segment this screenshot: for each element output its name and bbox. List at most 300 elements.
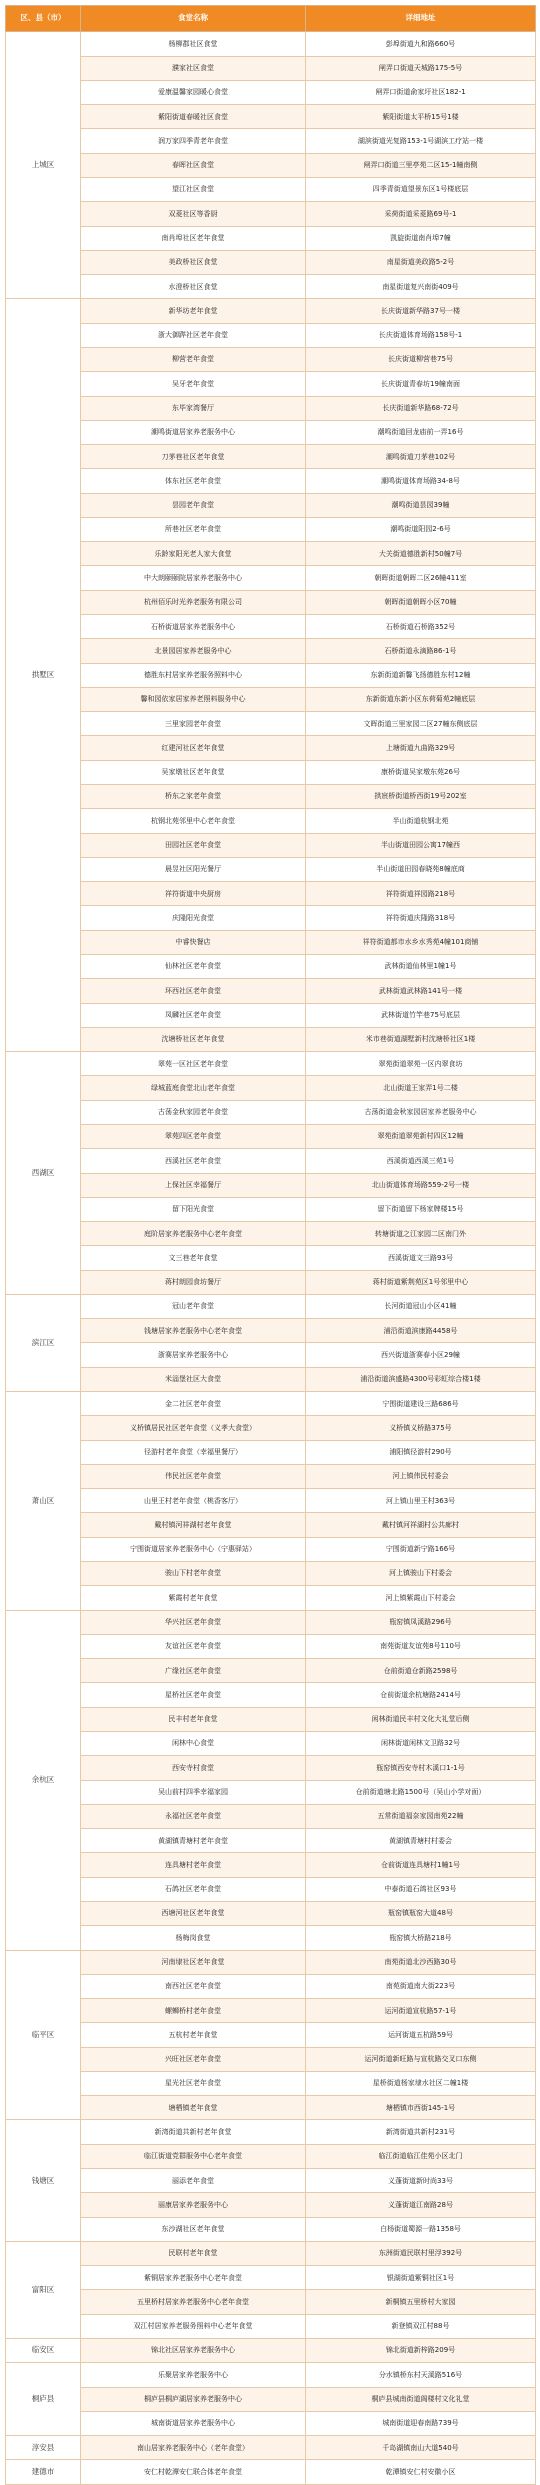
address-cell: 银湖街道紫铜社区1号 [306, 2266, 536, 2290]
canteen-name-cell: 沈塘桥社区老年食堂 [81, 1027, 306, 1051]
address-cell: 蒋村街道紫荆苑区1号邻里中心 [306, 1270, 536, 1294]
table-row [6, 2217, 536, 2241]
table-row [6, 1756, 536, 1780]
address-cell: 千岛湖镇南山大道540号 [306, 2436, 536, 2460]
district-cell: 临平区 [6, 1950, 81, 2120]
canteen-name-cell: 石桥街道居家养老服务中心 [81, 615, 306, 639]
address-cell: 运河街道宣杭路57-1号 [306, 1999, 536, 2023]
canteen-name-cell: 河南埭社区老年食堂 [81, 1950, 306, 1974]
address-cell: 闸弄口街道俞家圩社区182-1 [306, 80, 536, 104]
address-cell: 祥符街道祥园路218号 [306, 882, 536, 906]
district-cell: 钱塘区 [6, 2120, 81, 2241]
address-cell: 半山街道田园春晓苑8幢底商 [306, 857, 536, 881]
district-cell: 上城区 [6, 32, 81, 299]
canteen-name-cell: 南西社区老年食堂 [81, 1974, 306, 1998]
address-cell: 运河街道新旺路与宣杭路交叉口东侧 [306, 2047, 536, 2071]
canteen-name-cell: 丽添老年食堂 [81, 2169, 306, 2193]
address-cell: 潮鸣街道回龙庙前一弄16号 [306, 420, 536, 444]
canteen-name-cell: 锦北社区居家养老服务中心 [81, 2339, 306, 2363]
canteen-name-cell: 绿城蓝庭食堂北山老年食堂 [81, 1076, 306, 1100]
table-row [6, 687, 536, 711]
canteen-name-cell: 五杭村老年食堂 [81, 2023, 306, 2047]
district-cell: 桐庐县 [6, 2363, 81, 2436]
table-row [6, 2071, 536, 2095]
table-row [6, 1124, 536, 1148]
canteen-name-cell: 晨昱社区阳光餐厅 [81, 857, 306, 881]
table-row [6, 1586, 536, 1610]
address-cell: 彭埠街道九和路660号 [306, 32, 536, 56]
table-row [6, 202, 536, 226]
address-cell: 转塘街道之江家园二区南门外 [306, 1222, 536, 1246]
canteen-name-cell: 中睿快餐店 [81, 930, 306, 954]
address-cell: 白杨街道蜀源一路1358号 [306, 2217, 536, 2241]
address-cell: 瓶窑镇凤溪路296号 [306, 1610, 536, 1634]
canteen-name-cell: 凤麟社区老年食堂 [81, 1003, 306, 1027]
canteen-name-cell: 乐龄家阳光老人家大食堂 [81, 542, 306, 566]
address-cell: 新湾街道共新村231号 [306, 2120, 536, 2144]
address-cell: 康桥街道吴家墩东苑26号 [306, 760, 536, 784]
table-row [6, 226, 536, 250]
address-cell: 五常街道福奈家园南苑22幢 [306, 1804, 536, 1828]
canteen-name-cell: 德胜东村居家养老服务照料中心 [81, 663, 306, 687]
canteen-name-cell: 民联村老年食堂 [81, 2241, 306, 2265]
canteen-name-cell: 北景园居家养老服务中心 [81, 639, 306, 663]
table-row [6, 590, 536, 614]
canteen-name-cell: 钱塘居家养老服务中心老年食堂 [81, 1319, 306, 1343]
table-row [6, 736, 536, 760]
address-cell: 长庆街道新华路68-72号 [306, 396, 536, 420]
table-row [6, 1246, 536, 1270]
canteen-name-cell: 翠苑一区社区老年食堂 [81, 1052, 306, 1076]
address-cell: 浦沿街道滨盛路4300号彩虹综合楼1楼 [306, 1367, 536, 1391]
canteen-name-cell: 红建河社区老年食堂 [81, 736, 306, 760]
address-cell: 大关街道德胜新村50幢7号 [306, 542, 536, 566]
table-row [6, 1343, 536, 1367]
address-cell: 河上镇骏山下村委会 [306, 1562, 536, 1586]
address-cell: 四季青街道望景东区1号楼底层 [306, 177, 536, 201]
canteen-name-cell: 紫霞村老年食堂 [81, 1586, 306, 1610]
district-cell: 临安区 [6, 2339, 81, 2363]
canteen-name-cell: 永福社区老年食堂 [81, 1804, 306, 1828]
table-row [6, 2363, 536, 2387]
address-cell: 仓前街道仓新路2598号 [306, 1659, 536, 1683]
canteen-name-cell: 文三巷老年食堂 [81, 1246, 306, 1270]
header-address: 详细地址 [306, 6, 536, 32]
canteen-name-cell: 城南街道居家养老服务中心 [81, 2411, 306, 2435]
canteen-name-cell: 金二社区老年食堂 [81, 1392, 306, 1416]
district-cell: 滨江区 [6, 1294, 81, 1391]
table-row [6, 833, 536, 857]
table-row [6, 1950, 536, 1974]
table-row [6, 1489, 536, 1513]
address-cell: 西兴街道浙赛春小区29幢 [306, 1343, 536, 1367]
district-cell: 富阳区 [6, 2241, 81, 2338]
address-cell: 新登镇双江村88号 [306, 2314, 536, 2338]
canteen-name-cell: 冠山老年食堂 [81, 1294, 306, 1318]
table-row [6, 1440, 536, 1464]
canteen-name-cell: 庆隆阳光食堂 [81, 906, 306, 930]
canteen-name-cell: 伟民社区老年食堂 [81, 1464, 306, 1488]
address-cell: 宁围街道新宁路166号 [306, 1537, 536, 1561]
address-cell: 桐庐县城南街道阁楼村文化礼堂 [306, 2387, 536, 2411]
canteen-name-cell: 吴家墩社区老年食堂 [81, 760, 306, 784]
canteen-name-cell: 柳营老年食堂 [81, 347, 306, 371]
table-row [6, 954, 536, 978]
table-row [6, 809, 536, 833]
address-cell: 瓶窑镇西安寺村木溪口1-1号 [306, 1756, 536, 1780]
table-row [6, 2266, 536, 2290]
canteen-name-cell: 山里王村老年食堂（桃香客厅） [81, 1489, 306, 1513]
table-row [6, 323, 536, 347]
address-cell: 宁围街道建设三路686号 [306, 1392, 536, 1416]
table-row [6, 372, 536, 396]
canteen-name-cell: 石鸽社区老年食堂 [81, 1877, 306, 1901]
canteen-name-cell: 安仁村乾潭安仁联合体老年食堂 [81, 2460, 306, 2484]
canteen-name-cell: 翠苑四区老年食堂 [81, 1124, 306, 1148]
table-row [6, 129, 536, 153]
header-district: 区、县（市） [6, 6, 81, 32]
table-row [6, 1610, 536, 1634]
address-cell: 武林街道竹竿巷75号底层 [306, 1003, 536, 1027]
address-cell: 留下街道留下杨家牌楼15号 [306, 1197, 536, 1221]
canteen-name-cell: 三里家园老年食堂 [81, 712, 306, 736]
canteen-name-cell: 刀茅巷社区老年食堂 [81, 445, 306, 469]
address-cell: 闲林街道闲林文卫路32号 [306, 1731, 536, 1755]
address-cell: 戴村镇河祥湖村公共廊村 [306, 1513, 536, 1537]
address-cell: 分水镇桥东村天溪路516号 [306, 2363, 536, 2387]
canteen-name-cell: 友谊社区老年食堂 [81, 1634, 306, 1658]
table-row [6, 1100, 536, 1124]
table-row [6, 250, 536, 274]
address-cell: 义桥镇义桥路375号 [306, 1416, 536, 1440]
table-row [6, 2144, 536, 2168]
table-row [6, 930, 536, 954]
table-row [6, 1513, 536, 1537]
address-cell: 紫阳街道太平桥15号1楼 [306, 105, 536, 129]
table-row [6, 2169, 536, 2193]
address-cell: 闸弄口街道三里亭苑二区15-1幢南侧 [306, 153, 536, 177]
table-row [6, 1562, 536, 1586]
canteen-name-cell: 华兴社区老年食堂 [81, 1610, 306, 1634]
table-row [6, 1926, 536, 1950]
canteen-name-cell: 杨梅岗食堂 [81, 1926, 306, 1950]
address-cell: 仓前街道连具塘村1幢1号 [306, 1853, 536, 1877]
address-cell: 翠苑街道翠苑新村四区12幢 [306, 1124, 536, 1148]
canteen-name-cell: 馨和园依家居家养老照料服务中心 [81, 687, 306, 711]
canteen-name-cell: 螺蛳桥村老年食堂 [81, 1999, 306, 2023]
district-cell: 萧山区 [6, 1392, 81, 1611]
canteen-name-cell: 南山居家养老服务中心（老年食堂） [81, 2436, 306, 2460]
table-body [6, 32, 536, 2484]
address-cell: 西溪街道西溪三苑1号 [306, 1149, 536, 1173]
table-row [6, 1003, 536, 1027]
canteen-name-cell: 杭州佰乐时光养老服务有限公司 [81, 590, 306, 614]
table-row [6, 105, 536, 129]
canteen-name-cell: 桐庐县桐庐湖居家养老服务中心 [81, 2387, 306, 2411]
canteen-name-cell: 桥东之家老年食堂 [81, 785, 306, 809]
canteen-name-cell: 西安寺村食堂 [81, 1756, 306, 1780]
table-row [6, 2460, 536, 2484]
table-row [6, 445, 536, 469]
canteen-name-cell: 乐聚居家养老服务中心 [81, 2363, 306, 2387]
address-cell: 东洲街道民联村里浮392号 [306, 2241, 536, 2265]
canteen-name-cell: 西溪社区老年食堂 [81, 1149, 306, 1173]
table-row [6, 2096, 536, 2120]
table-row [6, 1173, 536, 1197]
address-cell: 石桥街道永滴路86-1号 [306, 639, 536, 663]
address-cell: 新桐镇五里桥村大家园 [306, 2290, 536, 2314]
address-cell: 长庆街道青春坊19幢南面 [306, 372, 536, 396]
canteen-name-cell: 米淄堡社区大食堂 [81, 1367, 306, 1391]
canteen-name-cell: 浙赛居家养老服务中心 [81, 1343, 306, 1367]
address-cell: 文晖街道三里家园二区27幢东侧底层 [306, 712, 536, 736]
canteen-name-cell: 戴村镇河祥湖村老年食堂 [81, 1513, 306, 1537]
table-row [6, 299, 536, 323]
table-row [6, 1367, 536, 1391]
table-row [6, 760, 536, 784]
table-row [6, 712, 536, 736]
table-row [6, 1877, 536, 1901]
canteen-name-cell: 东沙湖社区老年食堂 [81, 2217, 306, 2241]
address-cell: 采荷街道采菱路69号-1 [306, 202, 536, 226]
address-cell: 古荡街道金秋家园居家养老服务中心 [306, 1100, 536, 1124]
canteen-name-cell: 美政桥社区食堂 [81, 250, 306, 274]
header-canteen-name: 食堂名称 [81, 6, 306, 32]
address-cell: 南苑街道南大街223号 [306, 1974, 536, 1998]
address-cell: 半山街道田园公寓17幢西 [306, 833, 536, 857]
table-row [6, 1197, 536, 1221]
address-cell: 义蓬街道江南路28号 [306, 2193, 536, 2217]
address-cell: 黄湖镇青塘村村委会 [306, 1829, 536, 1853]
canteen-name-cell: 塘栖镇老年食堂 [81, 2096, 306, 2120]
address-cell: 米市巷街道湖墅新村沈塘桥社区1楼 [306, 1027, 536, 1051]
table-row [6, 56, 536, 80]
canteen-name-cell: 杭钢北苑邻里中心老年食堂 [81, 809, 306, 833]
canteen-name-cell: 所巷社区老年食堂 [81, 517, 306, 541]
canteen-name-cell: 上保社区幸福餐厅 [81, 1173, 306, 1197]
table-row [6, 785, 536, 809]
address-cell: 石桥街道石桥路352号 [306, 615, 536, 639]
table-row [6, 2047, 536, 2071]
table-row [6, 1901, 536, 1925]
address-cell: 闲林街道民丰村文化大礼堂后侧 [306, 1707, 536, 1731]
canteen-name-cell: 昙园老年食堂 [81, 493, 306, 517]
district-cell: 淳安县 [6, 2436, 81, 2460]
canteen-name-cell: 连具塘村老年食堂 [81, 1853, 306, 1877]
canteen-name-cell: 濮家社区食堂 [81, 56, 306, 80]
address-cell: 临江街道临江佳苑小区北门 [306, 2144, 536, 2168]
address-cell: 上塘街道九曲路329号 [306, 736, 536, 760]
table-row [6, 979, 536, 1003]
table-row [6, 177, 536, 201]
table-row [6, 1683, 536, 1707]
table-row [6, 857, 536, 881]
canteen-name-cell: 黄湖镇青塘村老年食堂 [81, 1829, 306, 1853]
table-row [6, 2120, 536, 2144]
canteen-name-cell: 吴山前村四季幸福家园 [81, 1780, 306, 1804]
canteen-name-cell: 留下阳光食堂 [81, 1197, 306, 1221]
canteen-table [5, 5, 536, 2485]
address-cell: 河上镇紫霞山下村委会 [306, 1586, 536, 1610]
table-row [6, 566, 536, 590]
address-cell: 塘栖镇市西街145-1号 [306, 2096, 536, 2120]
table-row [6, 1974, 536, 1998]
table-row [6, 663, 536, 687]
table-row [6, 347, 536, 371]
table-row [6, 1537, 536, 1561]
canteen-name-cell: 润万家四季青老年食堂 [81, 129, 306, 153]
table-row [6, 396, 536, 420]
canteen-name-cell: 春晖社区食堂 [81, 153, 306, 177]
address-cell: 南星街道美政路5-2号 [306, 250, 536, 274]
table-row [6, 2411, 536, 2435]
canteen-name-cell: 广缘社区老年食堂 [81, 1659, 306, 1683]
canteen-name-cell: 庭阶居家养老服务中心老年食堂 [81, 1222, 306, 1246]
canteen-name-cell: 田园社区老年食堂 [81, 833, 306, 857]
address-cell: 长庆街道体育场路158号-1 [306, 323, 536, 347]
canteen-name-cell: 五里桥村居家养老服务中心老年食堂 [81, 2290, 306, 2314]
address-cell: 运河街道五杭路59号 [306, 2023, 536, 2047]
address-cell: 武林街道仙林里1幢1号 [306, 954, 536, 978]
canteen-name-cell: 东毕家湾餐厅 [81, 396, 306, 420]
address-cell: 长河街道冠山小区41幢 [306, 1294, 536, 1318]
district-cell: 拱墅区 [6, 299, 81, 1052]
canteen-name-cell: 径游村老年食堂（幸福里餐厅） [81, 1440, 306, 1464]
table-row [6, 1707, 536, 1731]
table-row [6, 2023, 536, 2047]
address-cell: 南苑街道北沙西路30号 [306, 1950, 536, 1974]
address-cell: 浦阳镇径游村290号 [306, 1440, 536, 1464]
table-row [6, 2387, 536, 2411]
canteen-name-cell: 星桥社区老年食堂 [81, 1683, 306, 1707]
table-row [6, 1027, 536, 1051]
canteen-name-cell: 紫阳街道春暖社区食堂 [81, 105, 306, 129]
address-cell: 半山街道杭钢北苑 [306, 809, 536, 833]
address-cell: 潮鸣街道阳园2-6号 [306, 517, 536, 541]
address-cell: 河上镇伟民村委会 [306, 1464, 536, 1488]
table-row [6, 882, 536, 906]
table-row [6, 906, 536, 930]
table-row [6, 2290, 536, 2314]
canteen-name-cell: 兴旺社区老年食堂 [81, 2047, 306, 2071]
table-row [6, 1659, 536, 1683]
canteen-name-cell: 仙林社区老年食堂 [81, 954, 306, 978]
canteen-name-cell: 义桥镇居民社区老年食堂（义孝大食堂） [81, 1416, 306, 1440]
address-cell: 义蓬街道新时尚33号 [306, 2169, 536, 2193]
address-cell: 瓶窑镇瓶窑大道48号 [306, 1901, 536, 1925]
address-cell: 东新街道东新小区东荷菊苑2幢底层 [306, 687, 536, 711]
canteen-name-cell: 潮鸣街道居家养老服务中心 [81, 420, 306, 444]
table-row [6, 1999, 536, 2023]
table-row [6, 1853, 536, 1877]
table-row [6, 1416, 536, 1440]
canteen-name-cell: 南肖埠社区老年食堂 [81, 226, 306, 250]
canteen-name-cell: 新湾街道共新村老年食堂 [81, 2120, 306, 2144]
table-row [6, 153, 536, 177]
canteen-name-cell: 临江街道党群服务中心老年食堂 [81, 2144, 306, 2168]
address-cell: 南星街道复兴南街409号 [306, 275, 536, 299]
address-cell: 朝晖街道朝晖二区26幢411室 [306, 566, 536, 590]
table-row [6, 1464, 536, 1488]
address-cell: 城南街道迎春南路739号 [306, 2411, 536, 2435]
canteen-name-cell: 环西社区老年食堂 [81, 979, 306, 1003]
table-row [6, 1829, 536, 1853]
table-row [6, 615, 536, 639]
table-row [6, 2339, 536, 2363]
canteen-name-cell: 蒋村朗园食坊餐厅 [81, 1270, 306, 1294]
canteen-name-cell: 骏山下村老年食堂 [81, 1562, 306, 1586]
canteen-name-cell: 双江村居家养老服务照料中心老年食堂 [81, 2314, 306, 2338]
address-cell: 潮鸣街道体育场路34-8号 [306, 469, 536, 493]
address-cell: 长庆街道新华路37号一楼 [306, 299, 536, 323]
table-row [6, 420, 536, 444]
address-cell: 潮鸣街道刀茅巷102号 [306, 445, 536, 469]
table-row [6, 32, 536, 56]
header-row [6, 6, 536, 32]
address-cell: 湖滨街道光复路153-1号湖滨工疗站一楼 [306, 129, 536, 153]
table-row [6, 1780, 536, 1804]
table-row [6, 1052, 536, 1076]
table-row [6, 2436, 536, 2460]
canteen-name-cell: 水澄桥社区食堂 [81, 275, 306, 299]
table-row [6, 275, 536, 299]
canteen-name-cell: 紫铜居家养老服务中心老年食堂 [81, 2266, 306, 2290]
table-row [6, 1076, 536, 1100]
address-cell: 仓前街道塘北路1500号（吴山小学对面） [306, 1780, 536, 1804]
canteen-name-cell: 中大朗颐颐院居家养老服务中心 [81, 566, 306, 590]
canteen-name-cell: 望江社区食堂 [81, 177, 306, 201]
canteen-name-cell: 闲林中心食堂 [81, 1731, 306, 1755]
canteen-name-cell: 爱康温馨家园暖心食堂 [81, 80, 306, 104]
table-row [6, 1222, 536, 1246]
table-row [6, 1270, 536, 1294]
address-cell: 中泰街道石鸽社区93号 [306, 1877, 536, 1901]
canteen-name-cell: 祥符街道中央厨房 [81, 882, 306, 906]
canteen-name-cell: 西塘河社区老年食堂 [81, 1901, 306, 1925]
address-cell: 东新街道新馨飞扬德胜东村12幢 [306, 663, 536, 687]
address-cell: 长庆街道柳营巷75号 [306, 347, 536, 371]
table-row [6, 517, 536, 541]
table-row [6, 469, 536, 493]
address-cell: 北山街道体育场路559-2号一楼 [306, 1173, 536, 1197]
table-row [6, 1149, 536, 1173]
canteen-name-cell: 民丰村老年食堂 [81, 1707, 306, 1731]
address-cell: 潮鸣街道昙园39幢 [306, 493, 536, 517]
table-row [6, 1319, 536, 1343]
table-row [6, 1634, 536, 1658]
table-row [6, 1294, 536, 1318]
address-cell: 河上镇山里王村363号 [306, 1489, 536, 1513]
table-row [6, 639, 536, 663]
canteen-name-cell: 丽康居家养老服务中心 [81, 2193, 306, 2217]
table-row [6, 2241, 536, 2265]
table-row [6, 1731, 536, 1755]
canteen-name-cell: 古荡金秋家园老年食堂 [81, 1100, 306, 1124]
district-cell: 余杭区 [6, 1610, 81, 1950]
canteen-name-cell: 双菱社区等香厨 [81, 202, 306, 226]
address-cell: 武林街道武林路141号一楼 [306, 979, 536, 1003]
address-cell: 锦北街道新梓路209号 [306, 2339, 536, 2363]
canteen-name-cell: 新华坊老年食堂 [81, 299, 306, 323]
canteen-name-cell: 星光社区老年食堂 [81, 2071, 306, 2095]
table-row [6, 2314, 536, 2338]
address-cell: 翠苑街道翠苑一区内翠食坊 [306, 1052, 536, 1076]
address-cell: 仓前街道余杭塘路2414号 [306, 1683, 536, 1707]
table-row [6, 1804, 536, 1828]
address-cell: 祥符街道都市水乡水秀苑4幢101商铺 [306, 930, 536, 954]
canteen-name-cell: 杨柳郡社区食堂 [81, 32, 306, 56]
table-row [6, 2193, 536, 2217]
